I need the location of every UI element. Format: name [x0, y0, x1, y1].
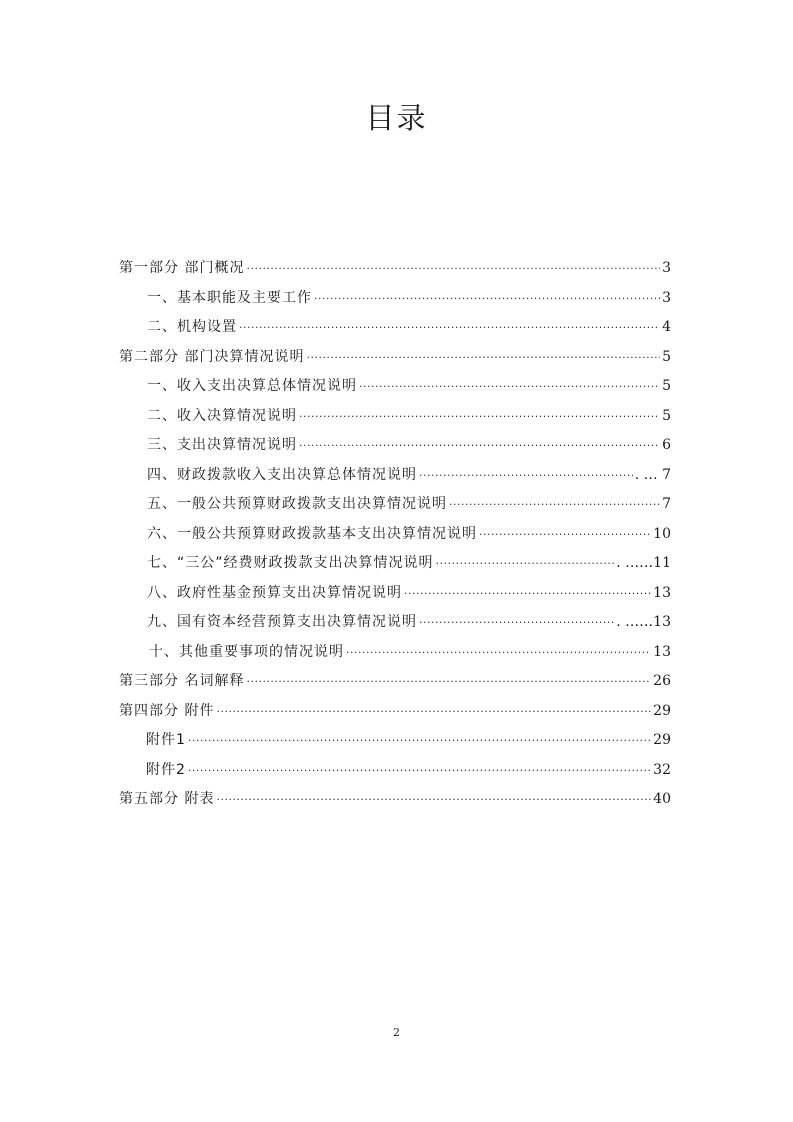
toc-entry-label: 第三部分 名词解释: [119, 673, 245, 689]
toc-leader-dots: [239, 313, 660, 343]
toc-entry[interactable]: [119, 667, 671, 697]
toc-entry[interactable]: [119, 756, 671, 786]
toc-leader-dots: [419, 461, 633, 491]
toc-entry-label: 三、支出决算情况说明: [147, 437, 297, 453]
toc-entry-page: . ……13: [616, 614, 671, 630]
toc-entry-page: 5: [662, 348, 671, 365]
toc-entry-label: 第一部分 部门概况: [119, 260, 245, 276]
toc-entry-page: 29: [653, 732, 671, 748]
toc-entry-label: 九、国有资本经营预算支出决算情况说明: [147, 614, 417, 630]
toc-entry-page: 13: [653, 584, 671, 601]
toc-entry-page: 5: [662, 378, 671, 394]
toc-leader-dots: [306, 343, 660, 373]
toc-entry-label: 一、收入支出决算总体情况说明: [147, 378, 357, 394]
toc-entry[interactable]: [119, 461, 671, 491]
toc-entry-label: 附件2: [146, 761, 186, 778]
toc-entry-page: 4: [662, 319, 671, 335]
toc-entry[interactable]: [119, 431, 671, 461]
toc-leader-dots: [299, 431, 660, 461]
toc-entry-label: 四、财政拨款收入支出决算总体情况说明: [147, 466, 417, 483]
toc-entry[interactable]: [119, 402, 671, 432]
toc-leader-dots: [346, 638, 651, 668]
toc-leader-dots: [188, 756, 651, 786]
toc-entry-label: 七、“三公”经费财政拨款支出决算情况说明: [147, 555, 434, 571]
toc-entry-label: 八、政府性基金预算支出决算情况说明: [147, 584, 402, 601]
toc-entry-label: 第五部分 附表: [119, 791, 215, 807]
toc-entry[interactable]: [119, 549, 671, 579]
toc-leader-dots: [419, 608, 614, 638]
toc-entry-label: 十、其他重要事项的情况说明: [149, 643, 344, 660]
toc-leader-dots: [246, 667, 651, 697]
table-of-contents: [119, 254, 671, 815]
toc-entry[interactable]: [119, 490, 671, 520]
toc-entry[interactable]: [119, 372, 671, 402]
toc-leader-dots: [246, 254, 660, 284]
toc-entry[interactable]: [119, 697, 671, 727]
toc-entry-page: 6: [662, 437, 671, 453]
toc-entry-page: 13: [653, 643, 671, 660]
toc-entry-page: 5: [662, 407, 671, 424]
toc-leader-dots: [216, 785, 651, 815]
toc-entry-label: 二、机构设置: [147, 319, 237, 335]
toc-leader-dots: [188, 726, 651, 756]
toc-entry[interactable]: [119, 284, 671, 314]
toc-entry-label: 五、一般公共预算财政拨款支出决算情况说明: [147, 496, 447, 512]
toc-entry-label: 第二部分 部门决算情况说明: [119, 348, 305, 365]
toc-entry-page: 3: [662, 289, 671, 306]
toc-entry-page: 26: [653, 673, 671, 689]
toc-entry[interactable]: [119, 254, 671, 284]
toc-entry-label: 附件1: [146, 732, 186, 748]
toc-entry[interactable]: [119, 726, 671, 756]
toc-entry[interactable]: [119, 638, 671, 668]
toc-entry-label: 第四部分 附件: [119, 702, 215, 719]
toc-leader-dots: [359, 372, 660, 402]
toc-leader-dots: [299, 402, 660, 432]
toc-leader-dots: [314, 284, 660, 314]
toc-entry[interactable]: [119, 579, 671, 609]
toc-leader-dots: [216, 697, 651, 727]
toc-entry-label: 一、基本职能及主要工作: [147, 289, 312, 306]
toc-entry-page: . … 7: [634, 466, 671, 483]
toc-entry-label: 二、收入决算情况说明: [147, 407, 297, 424]
page-title: 目录: [365, 101, 428, 135]
toc-entry-page: 3: [662, 260, 671, 276]
toc-leader-dots: [479, 520, 651, 550]
toc-entry-page: . ……11: [616, 555, 671, 571]
page-number: 2: [393, 1026, 400, 1039]
toc-entry-page: 7: [662, 496, 671, 512]
toc-entry[interactable]: [119, 313, 671, 343]
toc-leader-dots: [436, 549, 615, 579]
toc-entry-page: 40: [653, 791, 671, 807]
toc-leader-dots: [449, 490, 660, 520]
toc-entry-page: 32: [653, 761, 671, 778]
toc-entry-label: 六、一般公共预算财政拨款基本支出决算情况说明: [147, 525, 477, 542]
toc-entry[interactable]: [119, 785, 671, 815]
toc-entry-page: 10: [653, 525, 671, 542]
toc-entry[interactable]: [119, 343, 671, 373]
toc-entry-page: 29: [653, 702, 671, 719]
toc-entry[interactable]: [119, 608, 671, 638]
toc-entry[interactable]: [119, 520, 671, 550]
toc-leader-dots: [404, 579, 651, 609]
